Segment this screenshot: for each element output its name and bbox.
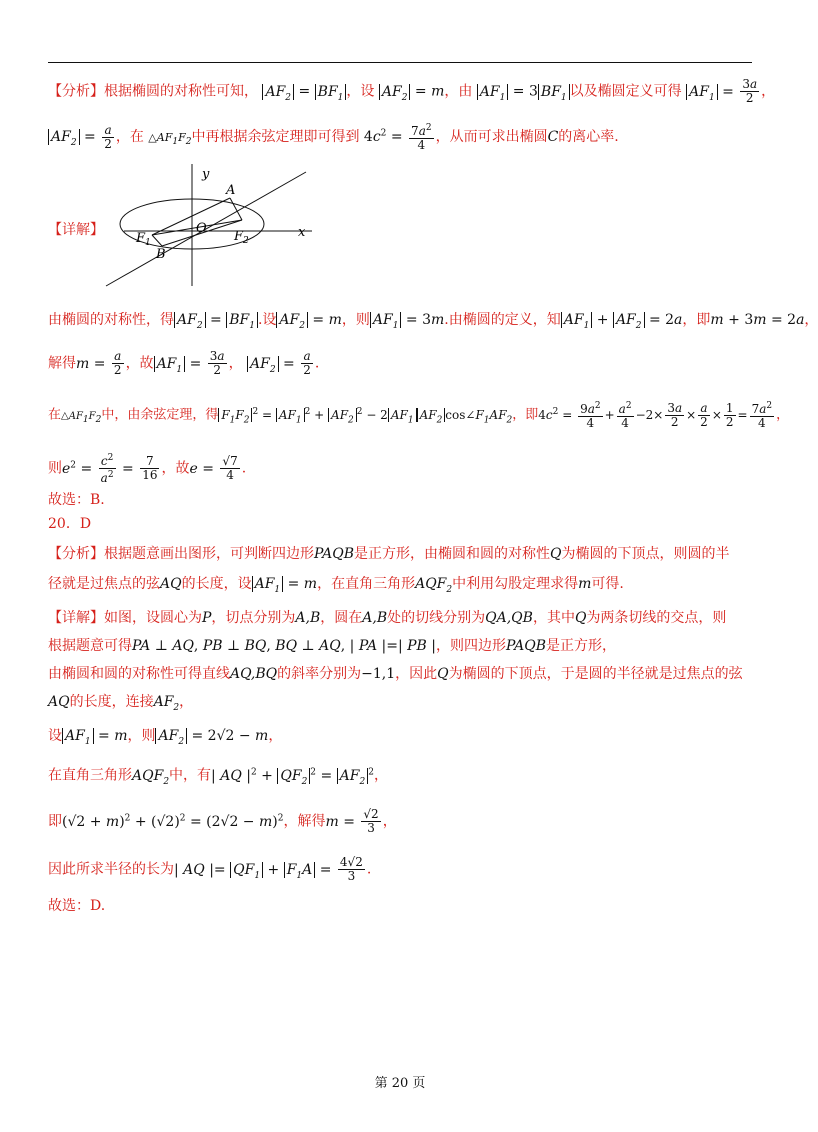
page-number: 第 20 页 <box>374 1076 426 1091</box>
q20-header: 20．D <box>48 516 92 532</box>
q20-detail-line8: 因此所求半径的长为| AQ |= $QF_1 + F_1A$ = $\frac{4√2}{3}$ . <box>48 855 372 883</box>
origin-label: O <box>196 221 207 236</box>
q19-analysis-line1: 【分析】根据椭圆的对称性可知， $AF_2 = BF_1$ ，设 $AF_2 = m$，由 $AF_1 = 3$ $BF_1$ 以及椭圆定义可得 $AF_1$ = $\frac{3a}{2}$ ， <box>48 77 776 105</box>
f1-label: $F_1$ <box>136 231 151 248</box>
q19-detail-line1: 由椭圆的对称性，得 $AF_2 = BF_1$ .设 $AF_2 = m$，则 $AF_1 = 3m$.由椭圆的定义，知 $AF_1 + AF_2 = 2a$，即m + 3m = 2a， <box>48 312 818 331</box>
header-rule <box>48 62 752 63</box>
f2-label: $F_2$ <box>234 229 249 246</box>
point-a-label: A <box>226 183 236 198</box>
q19-detail-line4: 则$e^2$ = $\frac{c^2}{a^2}$ = $\frac{7}{16}$ ，故e = $\frac{√7}{4}$ . <box>48 453 247 485</box>
analysis-tag: 【分析】 <box>48 83 104 100</box>
q19-detail-tag: 【详解】 <box>48 222 104 238</box>
q20-detail-line3: 由椭圆和圆的对称性可得直线AQ,BQ的斜率分别为−1,1，因此Q为椭圆的下顶点，于是圆的半径就是过焦点的弦 <box>48 666 743 682</box>
q20-detail-line5: 设 $AF_1 = m$，则 $AF_2 = 2√2 - m$， <box>48 728 283 747</box>
q20-detail-line4: AQ的长度，连接$AF_2$， <box>48 694 194 713</box>
q20-detail-line1: 【详解】如图，设圆心为P，切点分别为A,B，圆在A,B处的切线分别为QA,QB，其中Q为两条切线的交点，则 <box>48 610 727 626</box>
x-axis-label: x <box>298 225 306 240</box>
q19-analysis-line2: $AF_2$ = $\frac{a}{2}$ ，在 $\triangle AF_1F_2$中再根据余弦定理即可得到 $4c^2$ = $\frac{7a^2}{4}$ ，从而可求出椭圆C的离心率. <box>48 122 760 153</box>
y-axis-label: y <box>202 167 210 182</box>
q19-detail-line3: 在$\triangle AF_1F_2$中，由余弦定理，得 $F_1F_2^2 = AF_1^2 + AF_2^2 - 2$ $AF_1$ $AF_2$ $\cos\angle F_1AF_2$，即$4c^2$ = $\frac{9a^2}{4}$ + $\frac{a^2}{4}$ −2× $\frac{3a}{2}$ × $\frac{a}{2}$ × $\frac{1}{2}$ = $\frac{7a^2}{4}$ ， <box>48 400 790 430</box>
q20-detail-line2: 根据题意可得PA ⊥ AQ, PB ⊥ BQ, BQ ⊥ AQ, | PA |=| PB |，则四边形PAQB是正方形， <box>48 638 617 654</box>
q20-detail-line6: 在直角三角形$AQF_2$中，有| AQ $|^2 + QF_2^2 = AF_2^2$， <box>48 767 388 787</box>
q20-choice: 故选：D. <box>48 898 106 914</box>
q19-choice: 故选：B. <box>48 492 105 508</box>
point-b-label: B <box>156 247 166 262</box>
q20-analysis-line2: 径就是过焦点的弦AQ的长度，设 $AF_1 = m$，在直角三角形$AQF_2$中利用勾股定理求得m可得. <box>48 576 624 595</box>
ellipse-figure <box>100 160 320 290</box>
q20-analysis-line1: 【分析】根据题意画出图形，可判断四边形PAQB是正方形，由椭圆和圆的对称性Q为椭圆的下顶点，则圆的半 <box>48 546 730 562</box>
q20-detail-line7: 即$(√2 + m)^2 + (√2)^2 = (2√2 - m)^2$，解得m = $\frac{√2}{3}$ ， <box>48 807 397 836</box>
q19-detail-line2: 解得m = $\frac{a}{2}$ ，故 $AF_1$ = $\frac{3a}{2}$ ， $AF_2$ = $\frac{a}{2}$ . <box>48 349 320 377</box>
